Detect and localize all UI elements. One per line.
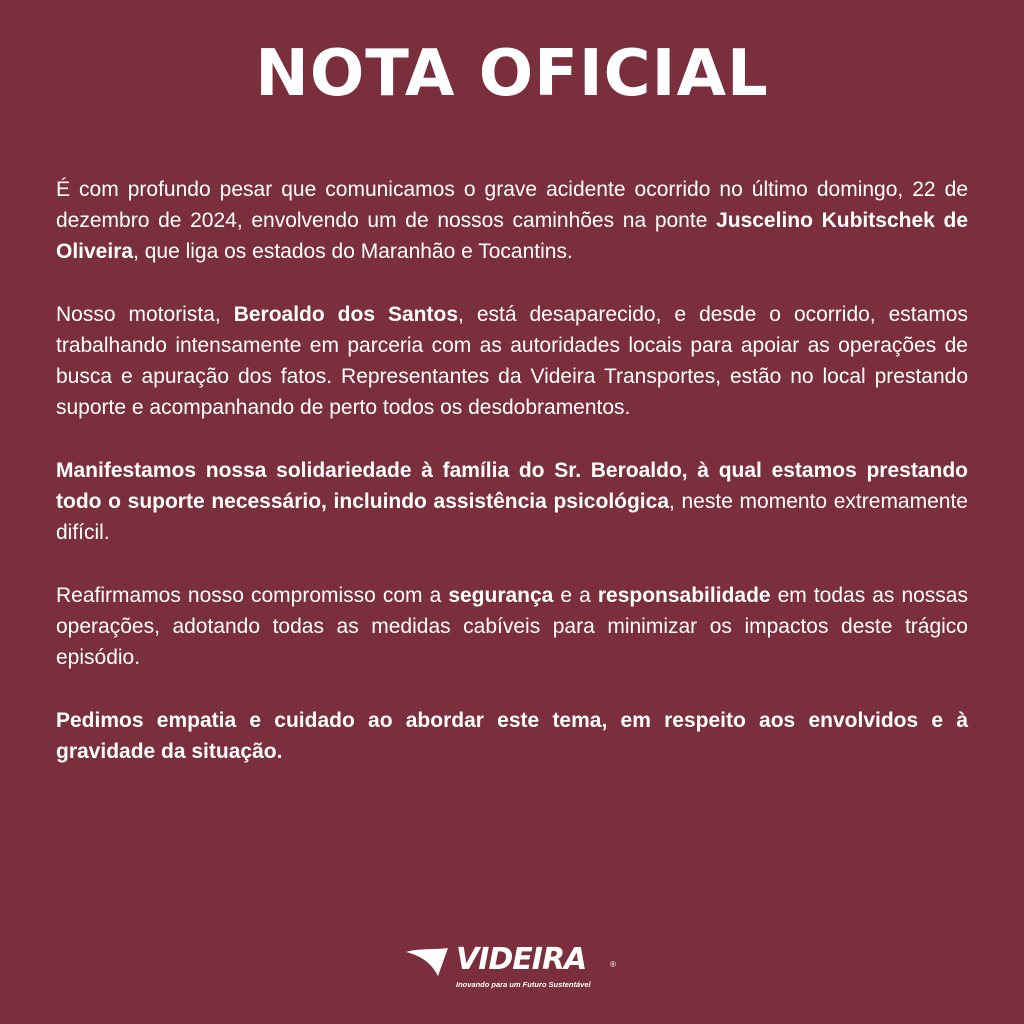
text-segment: É com profundo pesar que comunicamos o grave acidente ocorrido no último domingo, 22 de dezembro de 2024, envolvendo um de nossos caminhões na ponte: [56, 178, 968, 232]
text-segment: , que liga os estados do Maranhão e Tocantins.: [133, 240, 573, 263]
text-segment: , neste momento extremamente difícil.: [56, 490, 968, 544]
bold-text: Beroaldo dos Santos: [233, 303, 459, 326]
bold-text: Manifestamos nossa solidariedade à família do Sr. Beroaldo, à qual estamos prestando todo o suporte necessário, incluindo assistência psicológica: [56, 459, 968, 513]
logo-wordmark: VIDEIRA: [456, 942, 587, 977]
text-segment: e a: [553, 584, 598, 607]
text-segment: em todas as nossas operações, adotando todas as medidas cabíveis para minimizar os impactos deste trágico episódio.: [56, 584, 968, 669]
text-segment: Nosso motorista,: [56, 303, 234, 326]
bold-text: segurança: [448, 584, 554, 607]
statement-paragraph: [56, 299, 968, 423]
text-segment: Reafirmamos nosso compromisso com a: [56, 584, 449, 607]
statement-paragraph: [56, 174, 968, 267]
statement-body: [56, 174, 968, 799]
page-title: NOTA OFICIAL: [255, 37, 769, 111]
statement-paragraph: [56, 455, 968, 548]
bold-text: responsabilidade: [597, 584, 771, 607]
text-segment: , está desaparecido, e desde o ocorrido, estamos trabalhando intensamente em parceria com as autoridades locais para apoiar as operações de busca e apuração dos fatos. Representantes da Videira Transportes, estão no local prestando suporte e acompanhando de perto todos os desdobramentos.: [56, 303, 968, 419]
logo-tagline: Inovando para um Futuro Sustentável: [456, 980, 591, 989]
statement-paragraph: [56, 580, 968, 673]
bold-text: Pedimos empatia e cuidado ao abordar este tema, em respeito aos envolvidos e à gravidade da situação.: [56, 709, 968, 763]
statement-paragraph: [56, 705, 968, 767]
company-logo: [404, 940, 620, 996]
bold-text: Juscelino Kubitschek de Oliveira: [56, 209, 968, 263]
logo-swoosh-icon: [404, 944, 460, 980]
registered-mark: ®: [610, 960, 616, 969]
